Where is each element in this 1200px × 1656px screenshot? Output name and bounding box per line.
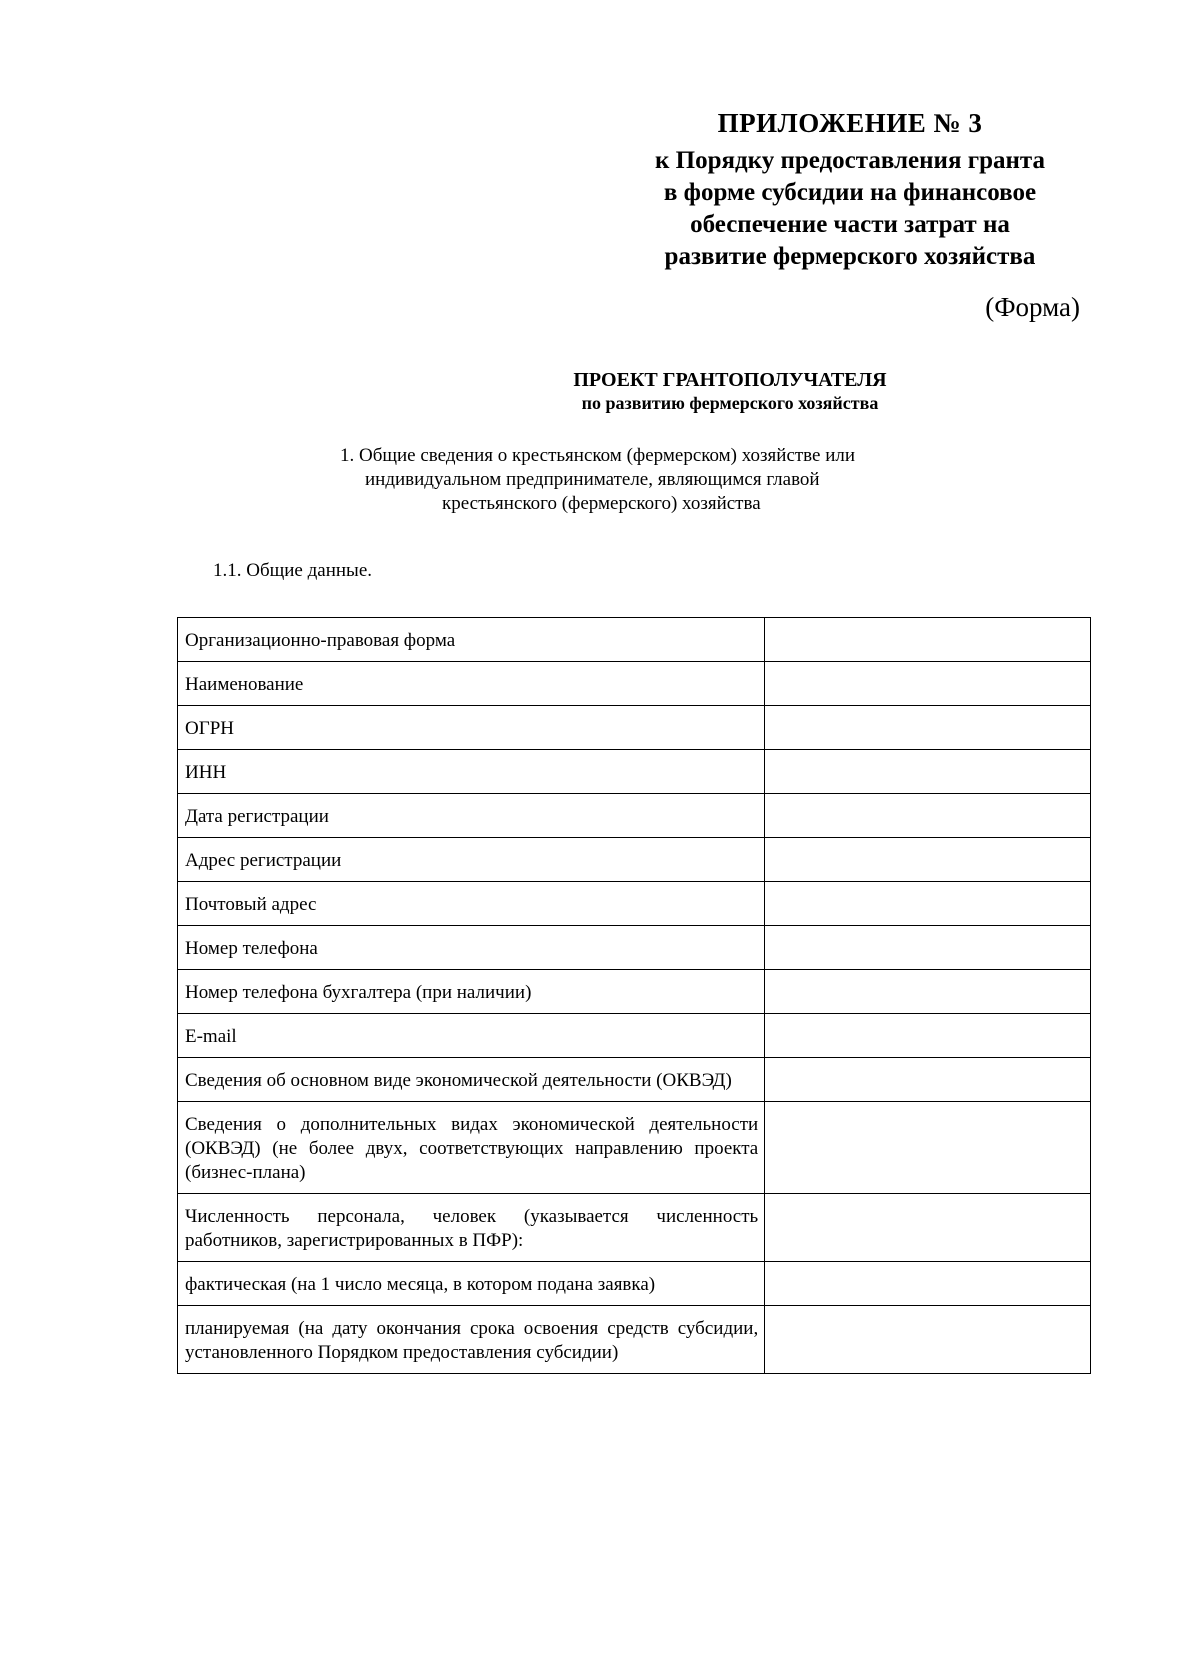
section-heading-line: индивидуальном предпринимателе, являющимся главой bbox=[365, 469, 820, 490]
row-label: Организационно-правовая форма bbox=[178, 618, 765, 662]
appendix-number: ПРИЛОЖЕНИЕ № 3 bbox=[717, 108, 983, 138]
general-data-table bbox=[177, 617, 1091, 1374]
row-value[interactable] bbox=[765, 1194, 1091, 1262]
title-sub: по развитию фермерского хозяйства bbox=[581, 393, 879, 413]
row-label: Наименование bbox=[178, 662, 765, 706]
table-row bbox=[178, 970, 1091, 1014]
table-row bbox=[178, 882, 1091, 926]
table-row bbox=[178, 794, 1091, 838]
appendix-line: к Порядку предоставления гранта bbox=[654, 147, 1045, 174]
row-value[interactable] bbox=[765, 970, 1091, 1014]
row-value[interactable] bbox=[765, 1102, 1091, 1194]
row-value[interactable] bbox=[765, 1058, 1091, 1102]
row-value[interactable] bbox=[765, 1262, 1091, 1306]
row-label: E-mail bbox=[178, 1014, 765, 1058]
row-value[interactable] bbox=[765, 1014, 1091, 1058]
table-row bbox=[178, 1058, 1091, 1102]
appendix-header bbox=[620, 108, 1080, 273]
table-row bbox=[178, 1194, 1091, 1262]
row-label: ИНН bbox=[178, 750, 765, 794]
appendix-line: развитие фермерского хозяйства bbox=[664, 243, 1036, 270]
row-label: ОГРН bbox=[178, 706, 765, 750]
row-label: Адрес регистрации bbox=[178, 838, 765, 882]
row-label: Сведения об основном виде экономической деятельности (ОКВЭД) bbox=[178, 1058, 765, 1102]
row-value[interactable] bbox=[765, 926, 1091, 970]
section-heading bbox=[300, 444, 1000, 516]
document-title bbox=[0, 369, 1200, 415]
table-row bbox=[178, 838, 1091, 882]
row-label: фактическая (на 1 число месяца, в котором подана заявка) bbox=[178, 1262, 765, 1306]
table-row bbox=[178, 1262, 1091, 1306]
row-label: Дата регистрации bbox=[178, 794, 765, 838]
subsection-heading: 1.1. Общие данные. bbox=[213, 560, 373, 581]
appendix-line: в форме субсидии на финансовое bbox=[663, 179, 1037, 206]
table-row bbox=[178, 1306, 1091, 1374]
row-label: Номер телефона bbox=[178, 926, 765, 970]
row-label: Номер телефона бухгалтера (при наличии) bbox=[178, 970, 765, 1014]
row-value[interactable] bbox=[765, 794, 1091, 838]
row-value[interactable] bbox=[765, 750, 1091, 794]
table-row bbox=[178, 750, 1091, 794]
row-label: планируемая (на дату окончания срока освоения средств субсидии, установленного Порядком предоставления субсидии) bbox=[178, 1306, 765, 1374]
table-row bbox=[178, 1102, 1091, 1194]
row-label: Почтовый адрес bbox=[178, 882, 765, 926]
row-value[interactable] bbox=[765, 838, 1091, 882]
appendix-line: обеспечение части затрат на bbox=[690, 211, 1010, 238]
section-heading-line: крестьянского (фермерского) хозяйства bbox=[442, 493, 761, 514]
row-value[interactable] bbox=[765, 1306, 1091, 1374]
form-label: (Форма) bbox=[985, 292, 1080, 322]
row-label: Сведения о дополнительных видах экономической деятельности (ОКВЭД) (не более двух, соответствующих направлению проекта (бизнес-плана) bbox=[178, 1102, 765, 1194]
table-row bbox=[178, 662, 1091, 706]
row-value[interactable] bbox=[765, 662, 1091, 706]
row-value[interactable] bbox=[765, 618, 1091, 662]
section-heading-line: 1. Общие сведения о крестьянском (фермерском) хозяйстве или bbox=[340, 445, 856, 466]
title-main: ПРОЕКТ ГРАНТОПОЛУЧАТЕЛЯ bbox=[573, 369, 887, 391]
row-value[interactable] bbox=[765, 706, 1091, 750]
table-row bbox=[178, 706, 1091, 750]
table-row bbox=[178, 926, 1091, 970]
table-row bbox=[178, 618, 1091, 662]
row-value[interactable] bbox=[765, 882, 1091, 926]
table-row bbox=[178, 1014, 1091, 1058]
row-label: Численность персонала, человек (указывается численность работников, зарегистрированных в ПФР): bbox=[178, 1194, 765, 1262]
